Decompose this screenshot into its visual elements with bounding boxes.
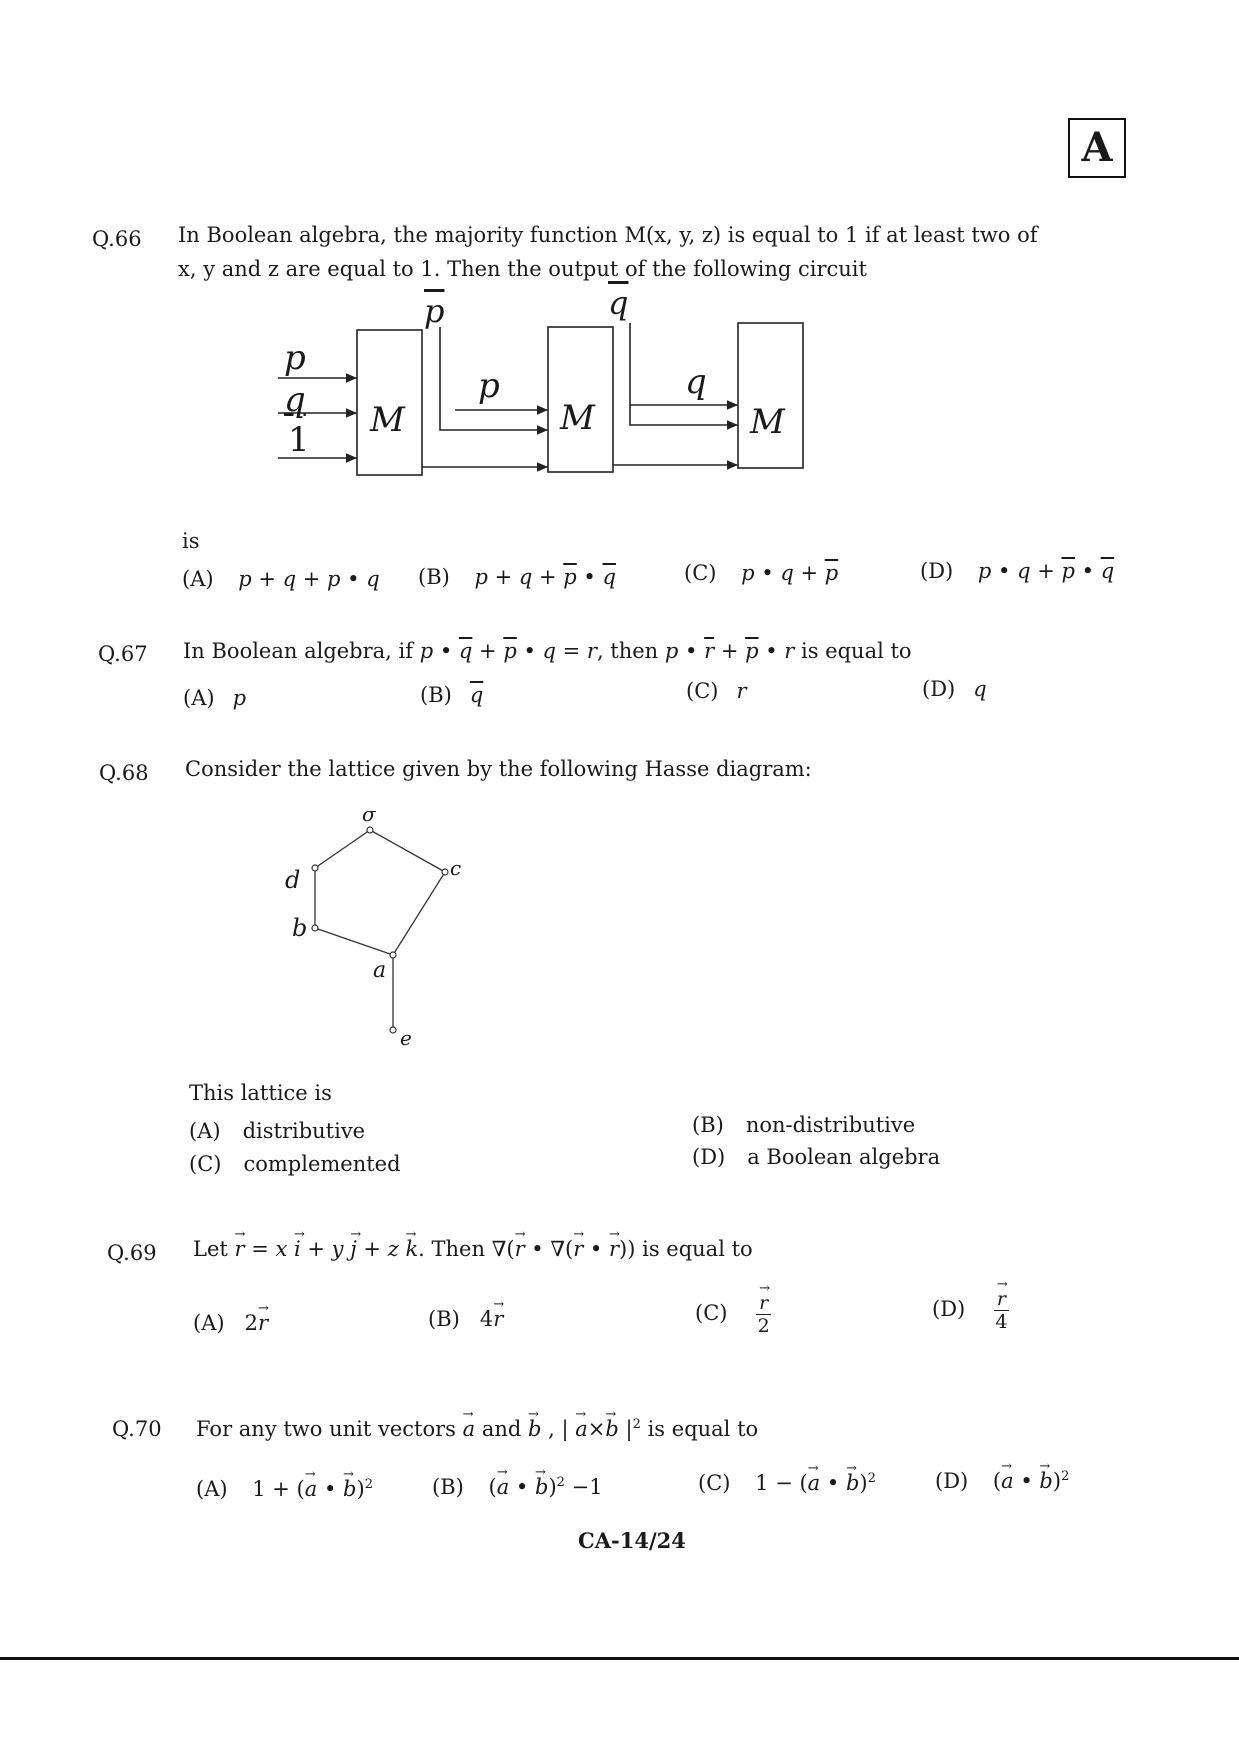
circuit-mid-p: p: [478, 366, 500, 406]
option-label: (C): [684, 561, 717, 585]
hasse-node-d-label: d: [285, 866, 301, 894]
circuit-input-q: q: [284, 380, 306, 420]
circuit-mid-q: q: [685, 362, 707, 402]
hasse-node-a-label: a: [373, 958, 387, 983]
q69-stem: Let → r = x → i + y → j + z → k. Then ∇(→ r • ∇(→ r • → r)) is equal to: [193, 1236, 753, 1262]
circuit-neg-p: $\overline{p}$: [424, 292, 445, 330]
option-label: (D): [920, 559, 954, 583]
q67-option-c[interactable]: (C) r: [686, 679, 747, 703]
footer-rule: [0, 1657, 1239, 1660]
q67-number: Q.67: [98, 642, 148, 666]
page-footer-code: CA-14/24: [578, 1528, 686, 1553]
q67-stem: In Boolean algebra, if p • $\overline{q} + \overline{p}$ • q = r, then p • $\overline{r} + \overline{p}$ • r is equal to: [183, 639, 912, 663]
q70-option-b[interactable]: (B) (→ a • → b)$^2$ −1: [432, 1470, 603, 1500]
circuit-input-1: 1: [288, 420, 310, 460]
q68-after: This lattice is: [189, 1081, 332, 1105]
majority-circuit-diagram: [260, 275, 820, 495]
node-e: [390, 1027, 396, 1033]
q69-option-c[interactable]: (C) → $\frac{r}{2}$: [695, 1292, 771, 1337]
node-d: [312, 865, 318, 871]
q67-option-b[interactable]: (B) $\overline{q}$: [420, 683, 484, 707]
block-3-label: M: [750, 402, 785, 442]
circuit-input-p: p: [284, 338, 306, 378]
option-text: p • $q + \overline{p}$: [741, 561, 839, 585]
block-2-label: M: [560, 398, 595, 438]
node-top: [367, 827, 373, 833]
q68-option-c[interactable]: (C) complemented: [189, 1152, 401, 1176]
hasse-node-e-label: e: [400, 1026, 412, 1050]
q66-option-b[interactable]: [418, 564, 616, 590]
q66-option-c[interactable]: [684, 560, 838, 586]
q68-option-a[interactable]: (A) distributive: [189, 1119, 366, 1143]
q68-option-d[interactable]: (D) a Boolean algebra: [692, 1145, 941, 1169]
block-1-label: M: [370, 400, 405, 440]
option-text: $p + q + \overline{p}$ • $\overline{q}$: [474, 565, 616, 589]
q67-option-d[interactable]: (D) q: [922, 677, 987, 701]
option-text: p • $q + \overline{p}$ • $\overline{q}$: [977, 559, 1115, 583]
q66-option-d[interactable]: [920, 558, 1114, 584]
q68-stem: Consider the lattice given by the following Hasse diagram:: [185, 757, 812, 781]
option-text: p + q + p • q: [238, 567, 380, 591]
q66-stem-line2: x, y and z are equal to 1. Then the output of the following circuit: [178, 257, 867, 281]
q68-option-b[interactable]: (B) non-distributive: [692, 1113, 916, 1137]
hasse-node-top-label: σ: [362, 802, 376, 826]
circuit-neg-q: $\overline{q}$: [608, 284, 629, 322]
q70-option-d[interactable]: (D) (→ a • → b)$^2$: [935, 1464, 1069, 1494]
set-code-box: A: [1068, 118, 1126, 178]
majority-block-3: [738, 323, 803, 468]
hasse-node-c-label: c: [450, 856, 462, 880]
option-label: (B): [418, 565, 450, 589]
q70-stem: For any two unit vectors → a and → b , | → a×→ b $|^2$ is equal to: [196, 1412, 758, 1442]
q70-option-c[interactable]: (C) 1 − (→ a • → b)$^2$: [698, 1466, 876, 1496]
hasse-node-b-label: b: [292, 914, 308, 942]
node-a: [390, 952, 396, 958]
q70-number: Q.70: [112, 1417, 162, 1441]
q69-number: Q.69: [107, 1241, 157, 1265]
q68-number: Q.68: [99, 761, 149, 785]
q66-number: Q.66: [92, 227, 142, 251]
q66-option-a[interactable]: [182, 566, 380, 592]
q69-option-b[interactable]: (B) 4→ r: [428, 1306, 503, 1332]
q70-option-a[interactable]: (A) 1 + (→ a • → b)$^2$: [196, 1472, 373, 1502]
node-b: [312, 925, 318, 931]
q69-option-a[interactable]: (A) 2→ r: [193, 1310, 268, 1336]
option-label: (A): [182, 567, 214, 591]
wire-neg-q: [630, 323, 738, 425]
q66-is: is: [182, 529, 200, 553]
q67-option-a[interactable]: (A) p: [183, 686, 247, 710]
node-c: [442, 869, 448, 875]
q69-option-d[interactable]: (D) → $\frac{r}{4}$: [932, 1288, 1009, 1333]
q66-stem-line1: In Boolean algebra, the majority function M(x, y, z) is equal to 1 if at least two of: [178, 223, 1038, 247]
